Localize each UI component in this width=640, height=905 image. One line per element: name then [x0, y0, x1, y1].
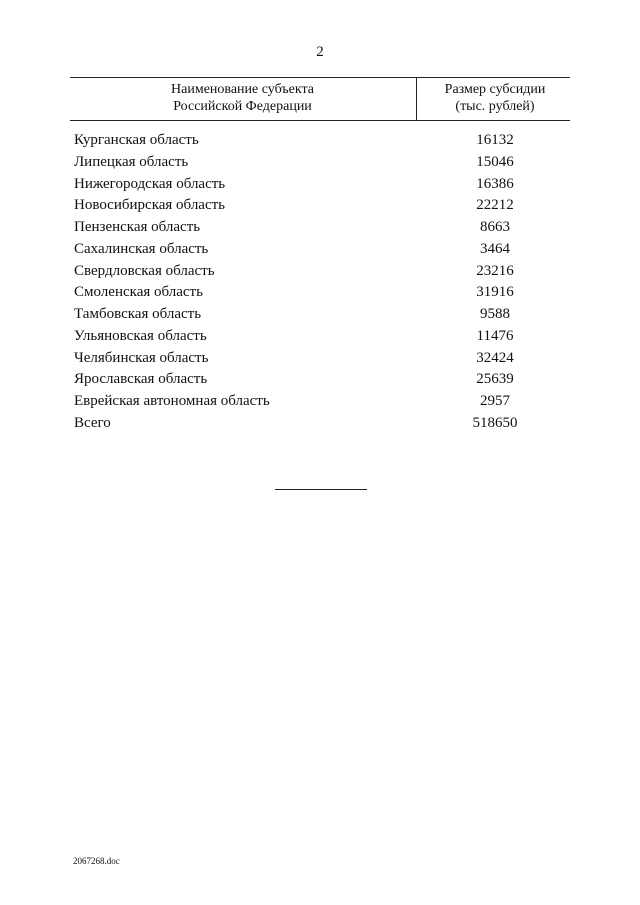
table-header: [70, 77, 570, 121]
subsidy-amount: 9588: [480, 306, 510, 322]
total-amount: 518650: [472, 414, 518, 431]
end-of-document-rule: [275, 489, 367, 490]
header-column-divider: [416, 78, 417, 120]
header-subsidy-amount: [420, 81, 570, 115]
subsidy-amount: 25639: [476, 371, 514, 388]
header-region-name: [70, 81, 415, 115]
table-row: [70, 282, 570, 304]
subsidy-amount: 16386: [476, 175, 514, 192]
subsidy-amount: 11476: [476, 327, 514, 344]
table-row-total: [70, 413, 570, 435]
region-name: Смоленская область: [74, 284, 203, 301]
table-row: [70, 152, 570, 174]
region-name: Липецкая область: [74, 153, 189, 170]
subsidy-amount: 15046: [476, 153, 514, 170]
table-row: [70, 130, 570, 152]
table-row: [70, 217, 570, 239]
page-number: 2: [316, 44, 324, 60]
header-region-name-line2: Российской Федерации: [173, 99, 312, 114]
table-row: [70, 195, 570, 217]
region-name: Челябинская область: [74, 349, 209, 366]
region-name: Тамбовская область: [74, 306, 202, 322]
table-row: [70, 326, 570, 348]
header-subsidy-amount-line2: (тыс. рублей): [455, 99, 535, 114]
subsidy-table: [70, 77, 570, 431]
subsidy-amount: 16132: [476, 132, 514, 148]
subsidy-amount: 22212: [476, 197, 514, 214]
region-name: Нижегородская область: [74, 175, 226, 192]
region-name: Курганская область: [74, 132, 199, 148]
table-row: [70, 239, 570, 261]
region-name: Свердловская область: [74, 262, 215, 279]
table-row: [70, 348, 570, 370]
table-row: [70, 369, 570, 391]
header-region-name-line1: Наименование субъекта: [171, 82, 314, 97]
region-name: Сахалинская область: [74, 240, 209, 257]
subsidy-amount: 31916: [476, 284, 514, 301]
total-label: Всего: [74, 414, 111, 431]
table-row: [70, 304, 570, 326]
header-subsidy-amount-line1: Размер субсидии: [444, 82, 546, 97]
footer-filename: 2067268.doc: [73, 856, 120, 866]
region-name: Ульяновская область: [74, 327, 207, 344]
table-row: [70, 174, 570, 196]
region-name: Пензенская область: [74, 219, 201, 235]
region-name: Еврейская автономная область: [74, 393, 270, 409]
subsidy-amount: 2957: [480, 393, 510, 409]
subsidy-amount: 8663: [480, 219, 510, 235]
region-name: Новосибирская область: [74, 197, 226, 214]
table-row: [70, 261, 570, 283]
table-row: [70, 391, 570, 413]
subsidy-amount: 32424: [476, 349, 514, 366]
region-name: Ярославская область: [74, 371, 208, 388]
table-body: [70, 130, 570, 435]
subsidy-amount: 23216: [476, 262, 514, 279]
subsidy-amount: 3464: [480, 240, 510, 257]
